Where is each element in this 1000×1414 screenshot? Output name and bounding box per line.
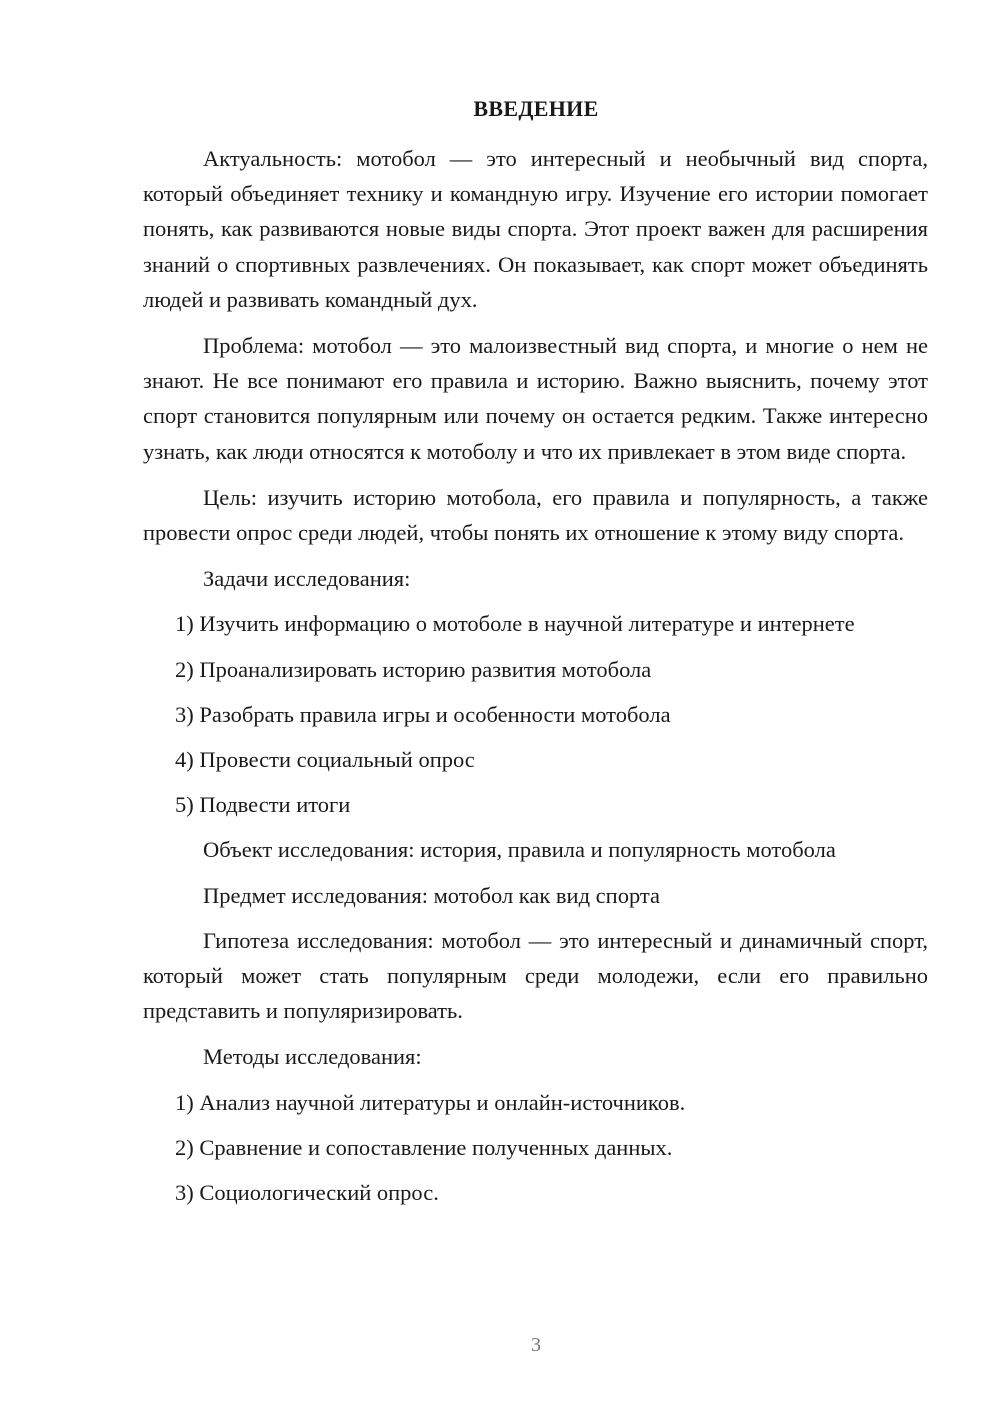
tasks-list: [143, 606, 928, 822]
methods-list: [143, 1085, 928, 1211]
list-item: 2) Сравнение и сопоставление полученных данных.: [175, 1134, 673, 1160]
goal-paragraph: Цель: изучить историю мотобола, его правила и популярность, а также провести опрос среди людей, чтобы понять их отношение к этому виду спорта.: [143, 484, 928, 546]
hypothesis-paragraph: Гипотеза исследования: мотобол — это интересный и динамичный спорт, который может стать популярным среди молодежи, если его правильно представить и популяризировать.: [143, 927, 928, 1024]
tasks-heading: Задачи исследования:: [203, 566, 411, 592]
list-item: 3) Разобрать правила игры и особенности мотобола: [175, 701, 671, 727]
list-item: 3) Социологический опрос.: [175, 1180, 439, 1206]
list-item: 1) Анализ научной литературы и онлайн-источников.: [175, 1089, 686, 1115]
object-paragraph: Объект исследования: история, правила и популярность мотобола: [203, 837, 836, 863]
document-body: [143, 141, 928, 1220]
list-item: 4) Провести социальный опрос: [175, 747, 475, 773]
page-number: 3: [531, 1334, 541, 1356]
relevance-paragraph: Актуальность: мотобол — это интересный и необычный вид спорта, который объединяет технику и командную игру. Изучение его истории помогает понять, как развиваются новые виды спорта. Этот проект важен для расширения знаний о спортивных развлечениях. Он показывает, как спорт может объединять людей и развивать командный дух.: [143, 146, 928, 312]
list-item: 5) Подвести итоги: [175, 792, 351, 818]
list-item: 1) Изучить информацию о мотоболе в научной литературе и интернете: [175, 611, 855, 637]
subject-paragraph: Предмет исследования: мотобол как вид спорта: [203, 882, 660, 908]
list-item: 2) Проанализировать историю развития мотобола: [175, 656, 652, 682]
methods-heading: Методы исследования:: [203, 1044, 422, 1070]
page-title: ВВЕДЕНИЕ: [473, 96, 599, 121]
problem-paragraph: Проблема: мотобол — это малоизвестный вид спорта, и многие о нем не знают. Не все понимают его правила и историю. Важно выяснить, почему этот спорт становится популярным или почему он остается редким. Также интересно узнать, как люди относятся к мотоболу и что их привлекает в этом виде спорта.: [143, 333, 928, 464]
